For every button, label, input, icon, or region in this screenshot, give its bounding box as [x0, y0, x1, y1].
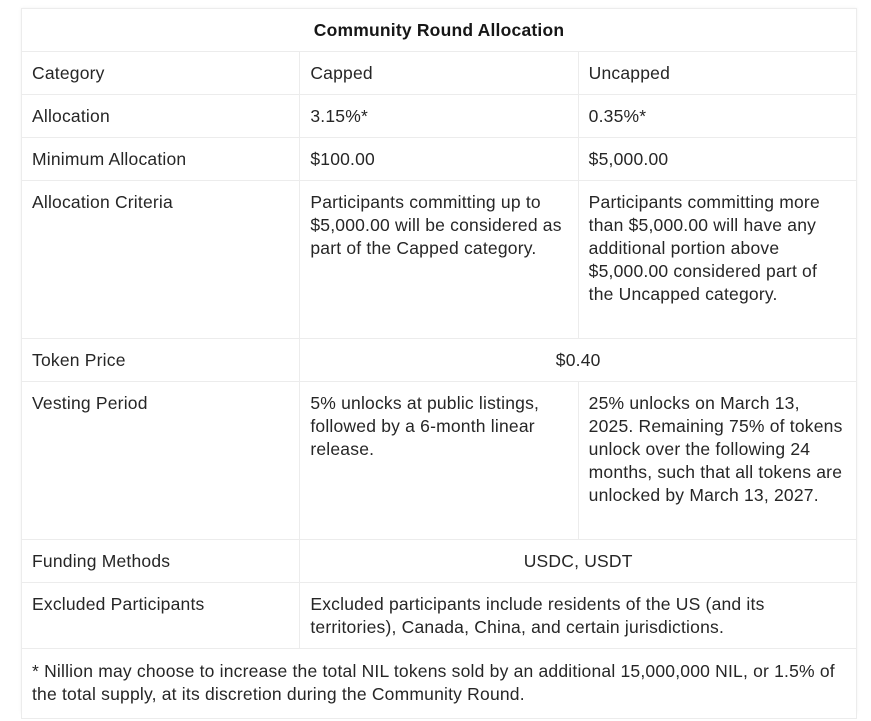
table-row-token-price — [22, 339, 857, 382]
row-label: Vesting Period — [22, 382, 300, 540]
row-label: Excluded Participants — [22, 583, 300, 649]
table-row-vesting-period — [22, 382, 857, 540]
row-label: Funding Methods — [22, 540, 300, 583]
funding-methods-value: USDC, USDT — [300, 540, 857, 583]
uncapped-cell: $5,000.00 — [578, 138, 856, 181]
uncapped-cell: Uncapped — [578, 52, 856, 95]
table-row-allocation-criteria — [22, 181, 857, 339]
capped-cell: $100.00 — [300, 138, 578, 181]
uncapped-cell: 0.35%* — [578, 95, 856, 138]
table-title-row — [22, 9, 857, 52]
row-label: Allocation — [22, 95, 300, 138]
table-row-funding-methods — [22, 540, 857, 583]
table-row-category — [22, 52, 857, 95]
table-row-footnote — [22, 649, 857, 719]
uncapped-cell: 25% unlocks on March 13, 2025. Remaining 75% of tokens unlock over the following 24 months, such that all tokens are unlocked by March 13, 2027. — [578, 382, 856, 540]
table-row-minimum-allocation — [22, 138, 857, 181]
table-row-allocation — [22, 95, 857, 138]
capped-cell: 5% unlocks at public listings, followed by a 6-month linear release. — [300, 382, 578, 540]
token-price-value: $0.40 — [300, 339, 857, 382]
row-label: Category — [22, 52, 300, 95]
table-title: Community Round Allocation — [22, 9, 857, 52]
capped-cell: 3.15%* — [300, 95, 578, 138]
table-row-excluded-participants — [22, 583, 857, 649]
row-label: Allocation Criteria — [22, 181, 300, 339]
excluded-participants-value: Excluded participants include residents of the US (and its territories), Canada, China, and certain jurisdictions. — [300, 583, 857, 649]
row-label: Minimum Allocation — [22, 138, 300, 181]
footnote: * Nillion may choose to increase the total NIL tokens sold by an additional 15,000,000 NIL, or 1.5% of the total supply, at its discretion during the Community Round. — [22, 649, 857, 719]
uncapped-cell: Participants committing more than $5,000.00 will have any additional portion above $5,000.00 considered part of the Uncapped category. — [578, 181, 856, 339]
row-label: Token Price — [22, 339, 300, 382]
capped-cell: Participants committing up to $5,000.00 will be considered as part of the Capped category. — [300, 181, 578, 339]
capped-cell: Capped — [300, 52, 578, 95]
community-round-allocation-table — [21, 8, 857, 719]
